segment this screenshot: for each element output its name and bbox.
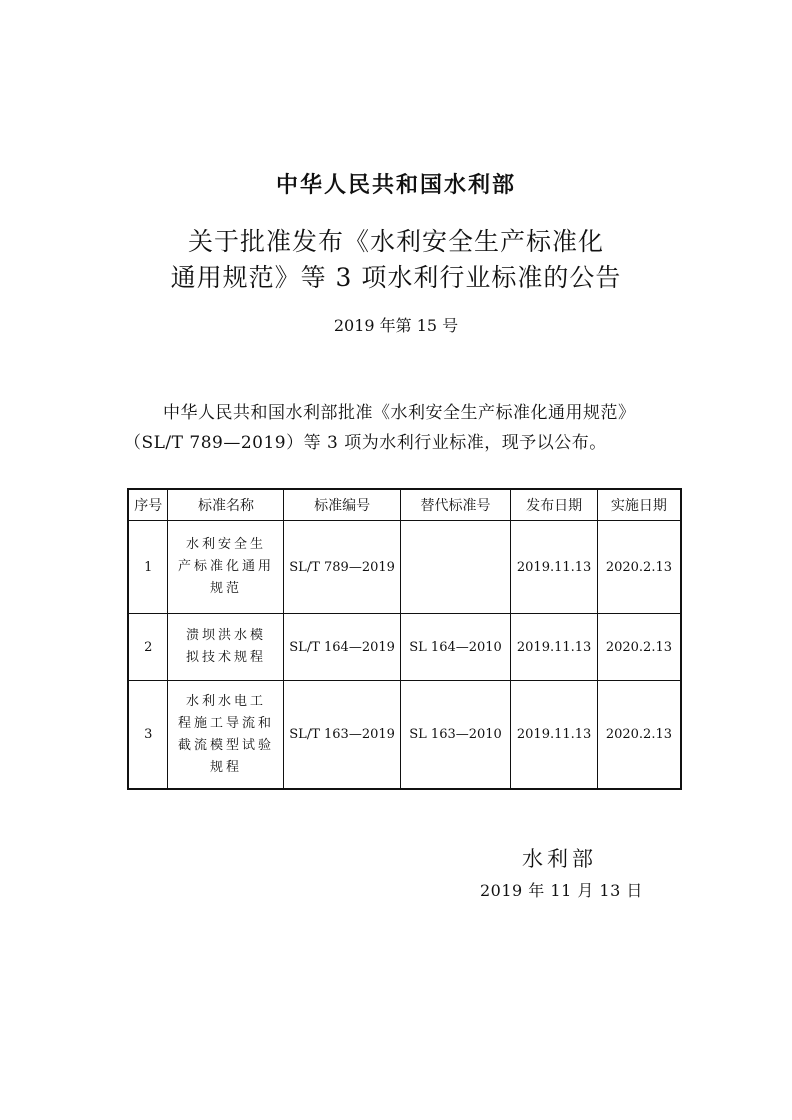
- row-implement-date: 2020.2.13: [597, 521, 681, 614]
- row-replaced: SL 164—2010: [400, 614, 511, 681]
- row-code: SL/T 789—2019: [284, 521, 400, 614]
- signature-date: 2019 年 11 月 13 日: [480, 881, 643, 900]
- table-row: [128, 681, 681, 790]
- row-name-line: 规范: [209, 581, 242, 596]
- row-name-line: 程施工导流和: [177, 715, 274, 731]
- table-header-row: [128, 489, 681, 521]
- row-name-line: 水利水电工: [185, 693, 266, 709]
- table-row: [128, 521, 681, 614]
- standards-table: [127, 488, 682, 790]
- row-index: 3: [128, 681, 168, 790]
- row-name-line: 规程: [209, 759, 242, 775]
- header-code: 标准编号: [284, 489, 400, 521]
- row-index: 1: [128, 521, 168, 614]
- header-index: 序号: [128, 489, 168, 521]
- row-name-line: 溃坝洪水模: [185, 628, 266, 643]
- row-name: [168, 681, 284, 790]
- row-name-line: 截流模型试验: [177, 737, 274, 753]
- row-name: [168, 521, 284, 614]
- row-replaced: SL 163—2010: [400, 681, 511, 790]
- row-name: [168, 614, 284, 681]
- row-implement-date: 2020.2.13: [597, 681, 681, 790]
- table-row: [128, 614, 681, 681]
- row-code: SL/T 164—2019: [284, 614, 400, 681]
- body-paragraph-line-1: 中华人民共和国水利部批准《水利安全生产标准化通用规范》: [163, 403, 636, 423]
- title-line-1: 关于批准发布《水利安全生产标准化: [187, 227, 604, 256]
- row-implement-date: 2020.2.13: [597, 614, 681, 681]
- row-publish-date: 2019.11.13: [511, 681, 597, 790]
- body-paragraph-line-2: （SL/T 789—2019）等 3 项为水利行业标准，现予以公布。: [124, 433, 607, 453]
- document-number: 2019 年第 15 号: [333, 316, 459, 335]
- row-publish-date: 2019.11.13: [511, 614, 597, 681]
- signature-organization: 水利部: [522, 847, 597, 871]
- row-index: 2: [128, 614, 168, 681]
- header-replaced: 替代标准号: [400, 489, 511, 521]
- header-publish-date: 发布日期: [511, 489, 597, 521]
- ministry-heading: 中华人民共和国水利部: [275, 172, 516, 198]
- header-name: 标准名称: [168, 489, 284, 521]
- row-name-line: 产标准化通用: [177, 559, 274, 574]
- header-implement-date: 实施日期: [597, 489, 681, 521]
- row-name-line: 水利安全生: [185, 537, 266, 552]
- row-code: SL/T 163—2019: [284, 681, 400, 790]
- row-name-line: 拟技术规程: [185, 650, 266, 665]
- title-line-2: 通用规范》等 3 项水利行业标准的公告: [170, 263, 622, 292]
- row-publish-date: 2019.11.13: [511, 521, 597, 614]
- row-replaced: [400, 521, 511, 614]
